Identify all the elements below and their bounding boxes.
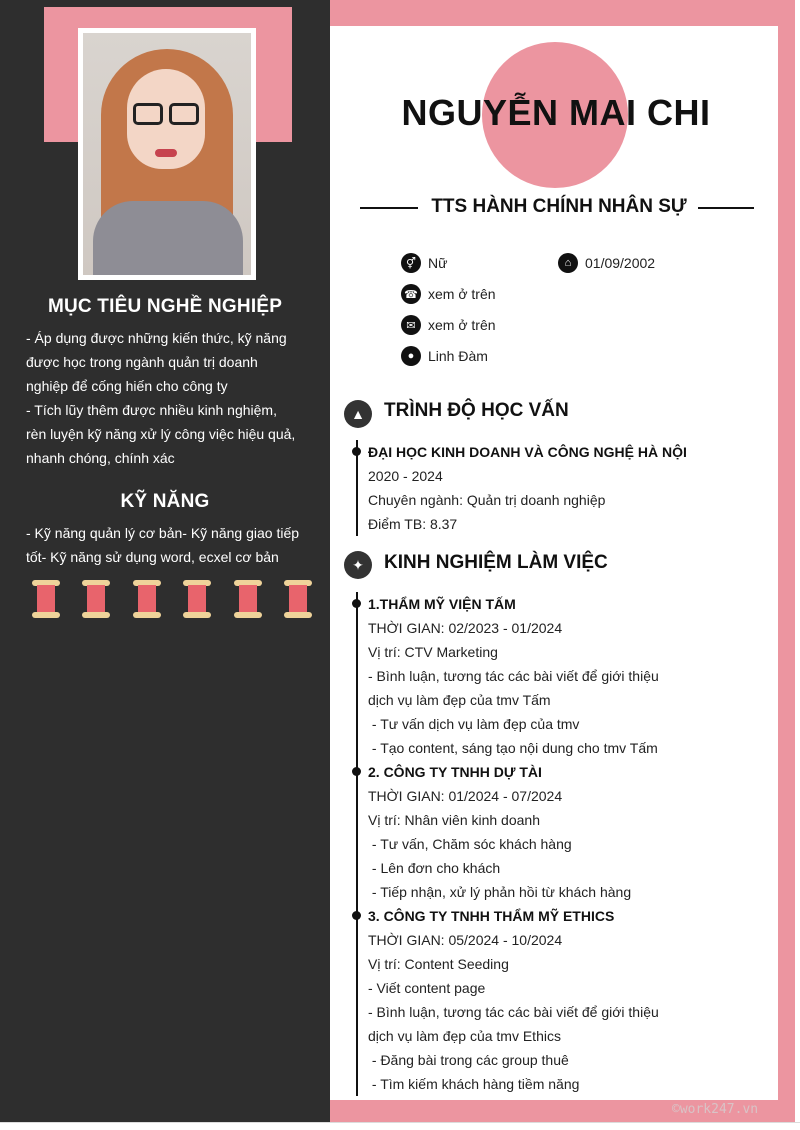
page-bottom-rule	[0, 1122, 800, 1123]
job-duty: - Tư vấn dịch vụ làm đẹp của tmv	[368, 716, 580, 732]
job-position: Vị trí: Content Seeding	[368, 956, 509, 972]
gender-value: Nữ	[428, 255, 448, 271]
education-years: 2020 - 2024	[368, 468, 443, 484]
skills-title: KỸ NĂNG	[120, 491, 210, 512]
job-time: THỜI GIAN: 02/2023 - 01/2024	[368, 620, 563, 636]
candidate-name: NGUYỄN MAI CHI	[401, 92, 711, 133]
job-company: 2. CÔNG TY TNHH DỰ TÀI	[368, 764, 542, 780]
job-duty: - Tiếp nhận, xử lý phản hồi từ khách hàng	[368, 884, 632, 900]
objective-line: - Tích lũy thêm được nhiều kinh nghiệm,	[26, 402, 277, 418]
job-duty: dịch vụ làm đẹp của tmv Tấm	[368, 692, 551, 708]
education-title: TRÌNH ĐỘ HỌC VẤN	[384, 400, 569, 421]
job-duty: - Tư vấn, Chăm sóc khách hàng	[368, 836, 572, 852]
job-duty: - Tạo content, sáng tạo nội dung cho tmv Tấm	[368, 740, 658, 756]
skills-text	[26, 521, 314, 569]
profile-photo-frame	[78, 28, 256, 280]
experience-title: KINH NGHIỆM LÀM VIỆC	[384, 552, 608, 573]
job-duty: - Bình luận, tương tác các bài viết để giới thiệu	[368, 1004, 659, 1020]
address-value: Linh Đàm	[428, 348, 488, 364]
job-title: TTS HÀNH CHÍNH NHÂN SỰ	[431, 196, 687, 217]
education-entry	[368, 440, 768, 536]
objective-line: - Áp dụng được những kiến thức, kỹ năng	[26, 330, 287, 346]
role-divider-left	[360, 207, 418, 209]
job-time: THỜI GIAN: 01/2024 - 07/2024	[368, 788, 563, 804]
education-major: Chuyên ngành: Quản trị doanh nghiệp	[368, 492, 606, 508]
job-duty: - Viết content page	[368, 980, 486, 996]
job-entry	[368, 904, 768, 1096]
spool-icon	[234, 580, 262, 618]
timeline-dot	[352, 447, 361, 456]
objective-text	[26, 326, 314, 470]
objective-line: rèn luyện kỹ năng xử lý công việc hiệu quả,	[26, 426, 296, 442]
info-phone	[401, 283, 496, 305]
info-address	[401, 345, 488, 367]
email-value: xem ở trên	[428, 317, 496, 333]
experience-timeline	[356, 592, 358, 1096]
sidebar	[0, 0, 330, 1122]
profile-photo	[83, 33, 251, 275]
timeline-dot	[352, 911, 361, 920]
job-company: 3. CÔNG TY TNHH THẨM MỸ ETHICS	[368, 908, 615, 924]
spool-icon	[183, 580, 211, 618]
spool-icon	[82, 580, 110, 618]
objective-line: nhanh chóng, chính xác	[26, 450, 175, 466]
job-duty: - Đăng bài trong các group thuê	[368, 1052, 569, 1068]
job-entry	[368, 760, 768, 904]
mail-icon: ✉	[401, 315, 421, 335]
graduation-cap-icon: ▲	[344, 400, 372, 428]
education-gpa: Điểm TB: 8.37	[368, 516, 458, 532]
watermark: ©work247.vn	[672, 1102, 759, 1117]
role-divider-right	[698, 207, 754, 209]
skills-line: tốt- Kỹ năng sử dụng word, ecxel cơ bản	[26, 549, 279, 565]
lightbulb-icon: ✦	[344, 551, 372, 579]
phone-value: xem ở trên	[428, 286, 496, 302]
job-entry	[368, 592, 768, 760]
school-name: ĐẠI HỌC KINH DOANH VÀ CÔNG NGHỆ HÀ NỘI	[368, 444, 687, 460]
phone-icon: ☎	[401, 284, 421, 304]
birthday-value: 01/09/2002	[585, 255, 656, 271]
objective-line: được học trong ngành quản trị doanh	[26, 354, 258, 370]
objective-line: nghiệp để cống hiến cho công ty	[26, 378, 228, 394]
info-gender	[401, 252, 447, 274]
skills-line: - Kỹ năng quản lý cơ bản- Kỹ năng giao tiếp	[26, 525, 300, 541]
location-icon: ●	[401, 346, 421, 366]
info-birthday	[558, 252, 655, 274]
gender-icon: ⚥	[401, 253, 421, 273]
job-time: THỜI GIAN: 05/2024 - 10/2024	[368, 932, 563, 948]
job-duty: - Lên đơn cho khách	[368, 860, 501, 876]
info-email	[401, 314, 496, 336]
spool-icon	[284, 580, 312, 618]
timeline-dot	[352, 599, 361, 608]
spool-icon	[133, 580, 161, 618]
job-position: Vị trí: CTV Marketing	[368, 644, 498, 660]
job-company: 1.THẨM MỸ VIỆN TẤM	[368, 596, 516, 612]
job-duty: dịch vụ làm đẹp của tmv Ethics	[368, 1028, 561, 1044]
objective-title: MỤC TIÊU NGHỀ NGHIỆP	[47, 296, 283, 317]
timeline-dot	[352, 767, 361, 776]
job-duty: - Tìm kiếm khách hàng tiềm năng	[368, 1076, 580, 1092]
job-duty: - Bình luận, tương tác các bài viết để giới thiệu	[368, 668, 659, 684]
job-position: Vị trí: Nhân viên kinh doanh	[368, 812, 540, 828]
skill-rating	[32, 580, 312, 620]
cake-icon: ⌂	[558, 253, 578, 273]
spool-icon	[32, 580, 60, 618]
